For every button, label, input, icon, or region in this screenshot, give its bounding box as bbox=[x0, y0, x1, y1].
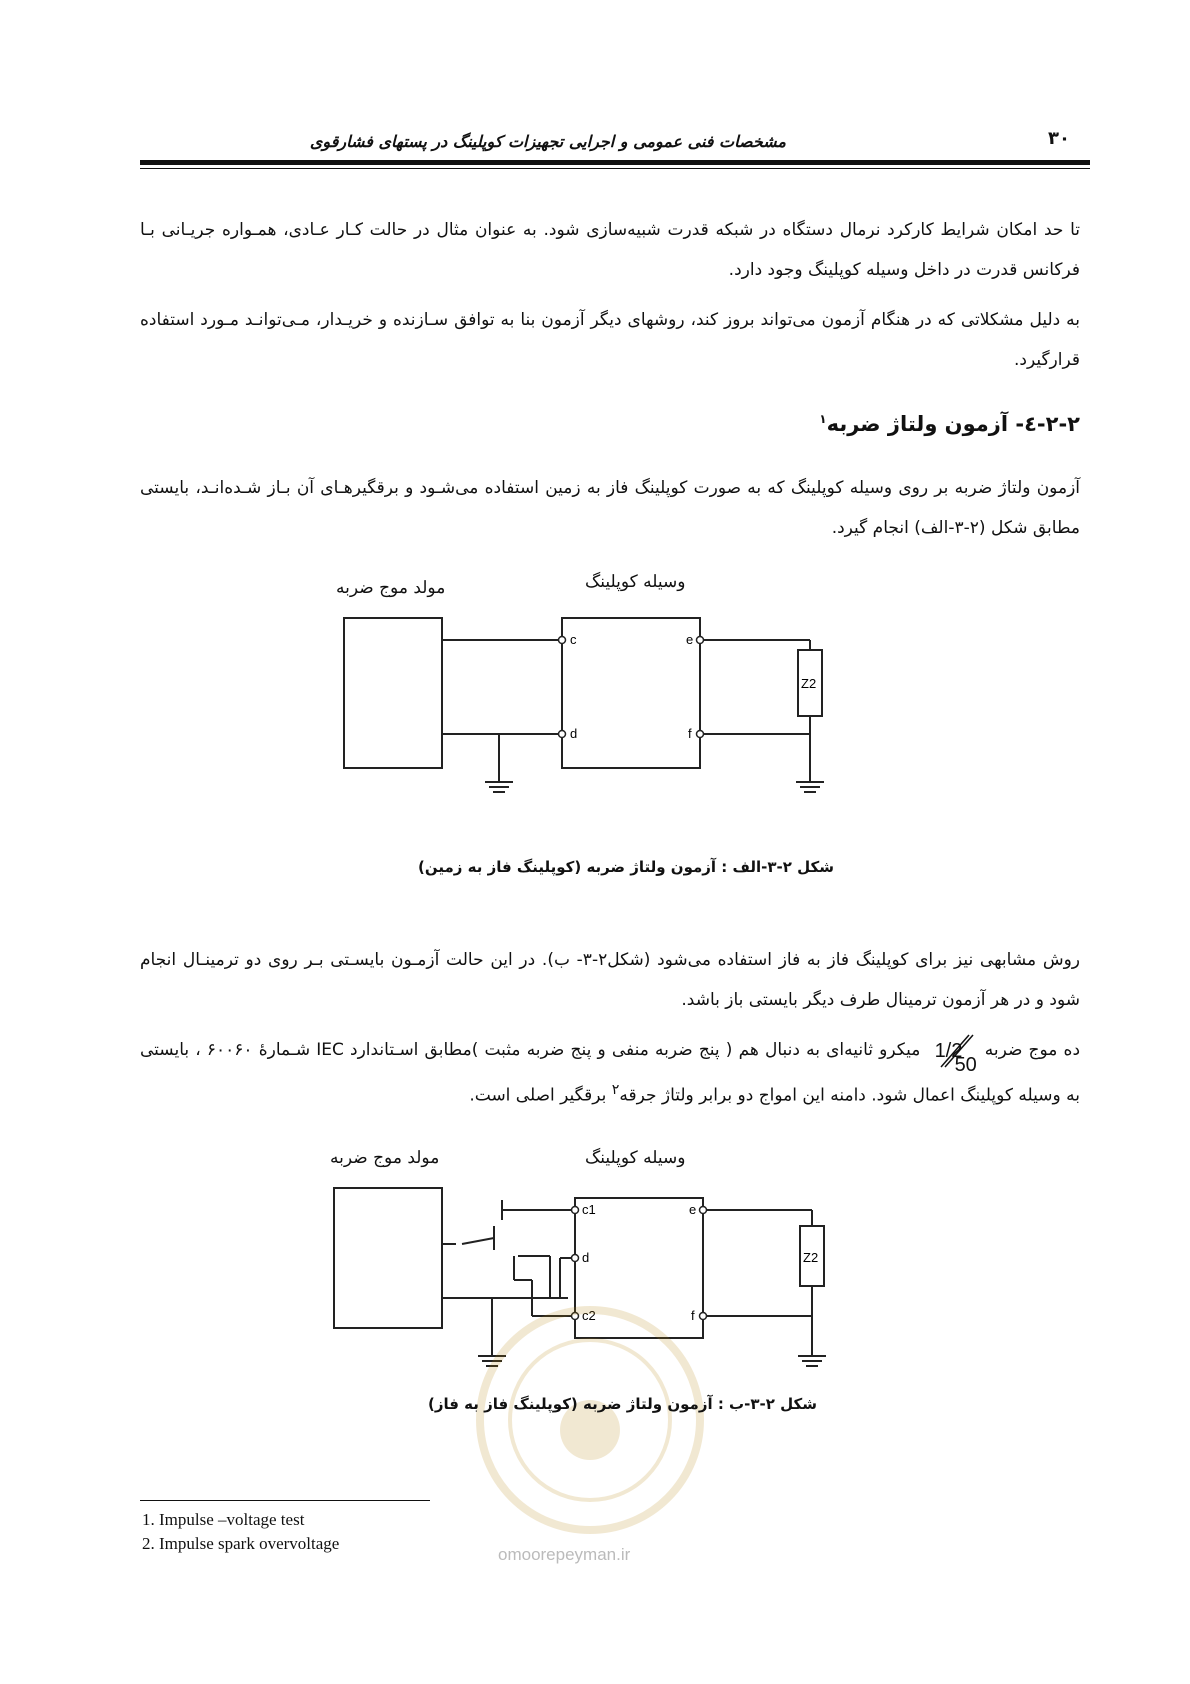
header-rule-thick bbox=[140, 160, 1090, 165]
fraction-denominator: 50 bbox=[954, 1054, 977, 1076]
fig-a-terminal-c: c bbox=[570, 632, 577, 647]
figure-b-caption: شکل ۲-۳-ب : آزمون ولتاژ ضربه (کوپلینگ فاز به فاز) bbox=[428, 1395, 817, 1413]
paragraph-5-start: ده موج ضربه bbox=[984, 1040, 1081, 1060]
fig-b-terminal-d: d bbox=[582, 1250, 590, 1265]
fig-a-device-box bbox=[562, 618, 700, 768]
fig-b-generator-box bbox=[334, 1188, 442, 1328]
fraction-numerator: 1/2 bbox=[934, 1040, 963, 1062]
section-heading-footnote-ref: ۱ bbox=[819, 412, 827, 426]
footnote-ref-2: ۲ bbox=[611, 1082, 620, 1098]
fig-b-impedance-label: Z2 bbox=[803, 1250, 819, 1265]
fig-a-terminal-f: f bbox=[688, 726, 692, 741]
footnote-2: 2. Impulse spark overvoltage bbox=[142, 1534, 340, 1553]
footnote-separator bbox=[140, 1500, 430, 1501]
paragraph-5-middle: میکرو ثانیه‌ای به دنبال هم ( پنج ضربه منفی و پنج ضربه مثبت )مطابق اسـتاندارد IEC شـمارۀ ۶۰۰۶۰ ، بایستی به وسیله کوپلینگ اعمال شود. دامنه این امواج دو برابر ولتاژ جرقه bbox=[140, 1040, 1080, 1106]
section-heading-text: ۲-۲-٤- آزمون ولتاژ ضربه bbox=[826, 412, 1080, 436]
paragraph-2: به دلیل مشکلاتی که در هنگام آزمون می‌تواند بروز کند، روشهای دیگر آزمون بنا به توافق سـازنده و خریـدار، مـی‌توانـد مـورد استفاده قرارگیرد. bbox=[140, 310, 1080, 370]
footnote-1: 1. Impulse –voltage test bbox=[142, 1510, 305, 1529]
fig-a-ground-right bbox=[796, 782, 824, 792]
fig-b-generator-label: مولد موج ضربه bbox=[330, 1148, 440, 1168]
watermark-seal bbox=[470, 1300, 710, 1540]
fig-a-ground-left bbox=[485, 782, 513, 792]
fig-b-device-label: وسیله کوپلینگ bbox=[585, 1148, 686, 1168]
paragraph-1: تا حد امکان شرایط کارکرد نرمال دستگاه در شبکه قدرت شبیه‌سازی شود. به عنوان مثال در حالت کـار عـادی، همـواره جریـانی بـا فرکانس قدرت در داخل وسیله کوپلینگ وجود دارد. bbox=[140, 220, 1080, 280]
paragraph-3: آزمون ولتاژ ضربه بر روی وسیله کوپلینگ که به صورت کوپلینگ فاز به زمین استفاده می‌شـود و برقگیرهـای آن بـاز شـده‌انـد، بایستی مطابق شکل (۲-۳-الف) انجام گیرد. bbox=[140, 478, 1080, 538]
page-number: ۳۰ bbox=[1048, 128, 1070, 149]
fig-b-terminal-c1: c1 bbox=[582, 1202, 596, 1217]
header-rule-thin bbox=[140, 168, 1090, 169]
running-header-title: مشخصات فنی عمومی و اجرایی تجهیزات کوپلینگ در پستهای فشارقوی bbox=[309, 132, 786, 151]
fig-a-generator-label: مولد موج ضربه bbox=[336, 578, 446, 598]
fig-b-terminal-f: f bbox=[691, 1308, 695, 1323]
figure-a-caption: شکل ۲-۳-الف : آزمون ولتاژ ضربه (کوپلینگ فاز به زمین) bbox=[418, 858, 835, 876]
paragraph-4: روش مشابهی نیز برای کوپلینگ فاز به فاز استفاده می‌شود (شکل۲-۳- ب). در این حالت آزمـون بایسـتی بـر روی دو ترمینـال انجام شود و در هر آزمون ترمینال طرف دیگر بایستی باز باشد. bbox=[140, 950, 1080, 1010]
fig-a-device-label: وسیله کوپلینگ bbox=[585, 572, 686, 592]
fig-a-impedance-label: Z2 bbox=[801, 676, 817, 691]
paragraph-5-end: برقگیر اصلی است. bbox=[469, 1085, 607, 1106]
fig-a-terminal-e: e bbox=[686, 632, 694, 647]
fig-b-ground-right bbox=[798, 1356, 826, 1366]
fig-b-terminal-c2: c2 bbox=[582, 1308, 596, 1323]
figure-a-diagram bbox=[330, 610, 850, 810]
fig-a-terminal-d: d bbox=[570, 726, 578, 741]
paragraph-5 bbox=[140, 1030, 1080, 1116]
fig-a-generator-box bbox=[344, 618, 442, 768]
watermark-url: omoorepeyman.ir bbox=[498, 1545, 631, 1564]
fig-b-terminal-e: e bbox=[689, 1202, 697, 1217]
impulse-waveform-fraction bbox=[931, 1035, 977, 1076]
section-heading bbox=[819, 412, 1080, 436]
